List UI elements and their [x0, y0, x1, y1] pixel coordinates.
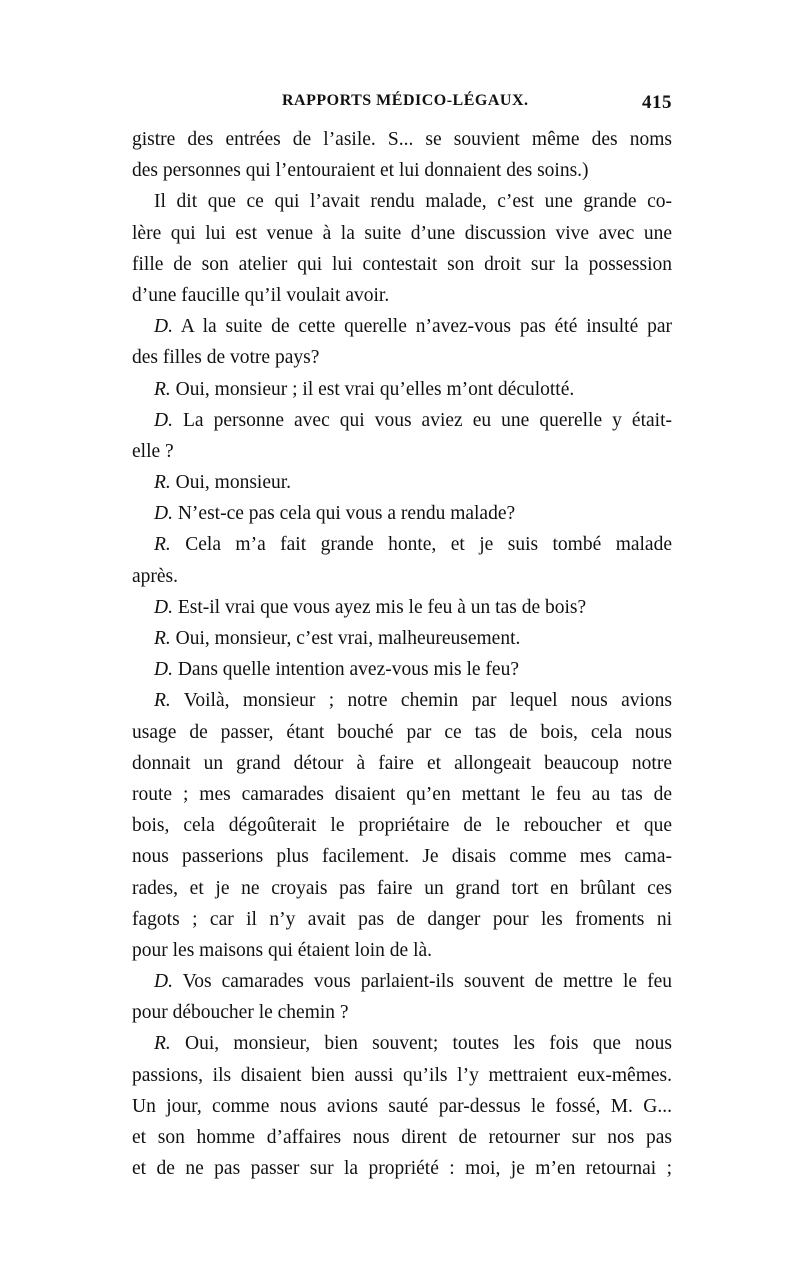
line-text: gistre des entrées de l’asile. S... se souvient même des noms	[132, 129, 672, 150]
text-line	[132, 779, 672, 810]
speaker-label: D.	[154, 971, 173, 993]
line-text: nous passerions plus facilement. Je disais comme mes cama-	[132, 846, 672, 868]
speaker-label: R.	[154, 378, 171, 400]
text-line	[132, 935, 672, 966]
text-line	[132, 873, 672, 904]
text-line	[132, 1028, 672, 1059]
speaker-label: D.	[154, 503, 173, 525]
speaker-label: D.	[154, 409, 173, 431]
speaker-label: D.	[154, 596, 173, 618]
text-line	[132, 748, 672, 779]
text-line	[132, 1153, 672, 1184]
line-text: Est-il vrai que vous ayez mis le feu à un tas de bois?	[172, 596, 587, 618]
line-text: Oui, monsieur.	[170, 472, 292, 494]
line-text: usage de passer, étant bouché par ce tas de bois, cela nous	[132, 721, 672, 743]
speaker-label: D.	[154, 659, 173, 681]
line-text: fille de son atelier qui lui contestait son droit sur la possession	[132, 253, 672, 275]
text-line	[132, 717, 672, 748]
line-text: pour les maisons qui étaient loin de là.	[132, 939, 433, 961]
text-line	[132, 374, 672, 405]
speaker-label: R.	[154, 472, 171, 494]
text-line	[132, 155, 672, 186]
text-line	[132, 1060, 672, 1091]
line-text: Oui, monsieur ; il est vrai qu’elles m’ont déculotté.	[170, 378, 575, 400]
line-text: Il dit que ce qui l’avait rendu malade, c’est une grande co-	[154, 191, 672, 213]
line-text: passions, ils disaient bien aussi qu’ils l’y mettraient eux-mêmes.	[132, 1064, 672, 1086]
line-text: N’est-ce pas cela qui vous a rendu malade?	[172, 503, 516, 525]
line-text: elle ?	[132, 440, 174, 462]
line-text: route ; mes camarades disaient qu’en mettant le feu au tas de	[132, 783, 672, 805]
text-line	[132, 623, 672, 654]
line-text: Voilà, monsieur ; notre chemin par lequel nous avions	[170, 690, 672, 712]
line-text: des filles de votre pays?	[132, 347, 320, 369]
speaker-label: R.	[154, 690, 171, 712]
line-text: et son homme d’affaires nous dirent de retourner sur nos pas	[132, 1127, 672, 1148]
text-line	[132, 685, 672, 716]
speaker-label: R.	[154, 1033, 171, 1055]
text-line	[132, 436, 672, 467]
line-text: A la suite de cette querelle n’avez-vous pas été insulté par	[172, 316, 672, 338]
line-text: Cela m’a fait grande honte, et je suis tombé malade	[170, 534, 672, 556]
running-head	[132, 92, 672, 118]
line-text: des personnes qui l’entouraient et lui donnaient des soins.)	[132, 160, 589, 182]
text-line	[132, 218, 672, 249]
text-line	[132, 342, 672, 373]
line-text: Vos camarades vous parlaient-ils souvent de mettre le feu	[172, 971, 672, 993]
line-text: lère qui lui est venue à la suite d’une discussion vive avec une	[132, 222, 672, 244]
text-line	[132, 405, 672, 436]
line-text: donnait un grand détour à faire et allongeait beaucoup notre	[132, 752, 672, 774]
line-text: rades, et je ne croyais pas faire un grand tort en brûlant ces	[132, 877, 672, 899]
text-line	[132, 592, 672, 623]
text-line	[132, 124, 672, 155]
text-line	[132, 1091, 672, 1122]
text-line	[132, 467, 672, 498]
line-text: Un jour, comme nous avions sauté par-dessus le fossé, M. G...	[132, 1095, 672, 1117]
text-line	[132, 810, 672, 841]
text-line	[132, 997, 672, 1028]
line-text: La personne avec qui vous aviez eu une querelle y était-	[172, 409, 672, 431]
line-text: Dans quelle intention avez-vous mis le feu?	[172, 659, 519, 681]
text-line	[132, 498, 672, 529]
text-line	[132, 311, 672, 342]
line-text: Oui, monsieur, bien souvent; toutes les fois que nous	[170, 1033, 672, 1055]
speaker-label: R.	[154, 628, 171, 649]
line-text: d’une faucille qu’il voulait avoir.	[132, 284, 390, 306]
line-text: après.	[132, 565, 179, 587]
text-line	[132, 561, 672, 592]
text-line	[132, 654, 672, 685]
body-text	[132, 124, 672, 1184]
running-head-title: RAPPORTS MÉDICO-LÉGAUX.	[282, 92, 529, 109]
speaker-label: D.	[154, 316, 173, 338]
line-text: pour déboucher le chemin ?	[132, 1002, 349, 1024]
line-text: fagots ; car il n’y avait pas de danger pour les froments ni	[132, 908, 672, 930]
text-line	[132, 1122, 672, 1153]
text-line	[132, 249, 672, 280]
line-text: bois, cela dégoûterait le propriétaire de le reboucher et que	[132, 815, 672, 837]
text-line	[132, 966, 672, 997]
text-line	[132, 186, 672, 217]
page-number: 415	[642, 92, 672, 113]
text-line	[132, 529, 672, 560]
speaker-label: R.	[154, 534, 171, 556]
line-text: Oui, monsieur, c’est vrai, malheureusement.	[170, 628, 521, 649]
line-text: et de ne pas passer sur la propriété : moi, je m’en retournai ;	[132, 1158, 672, 1180]
text-line	[132, 904, 672, 935]
text-line	[132, 841, 672, 872]
text-line	[132, 280, 672, 311]
